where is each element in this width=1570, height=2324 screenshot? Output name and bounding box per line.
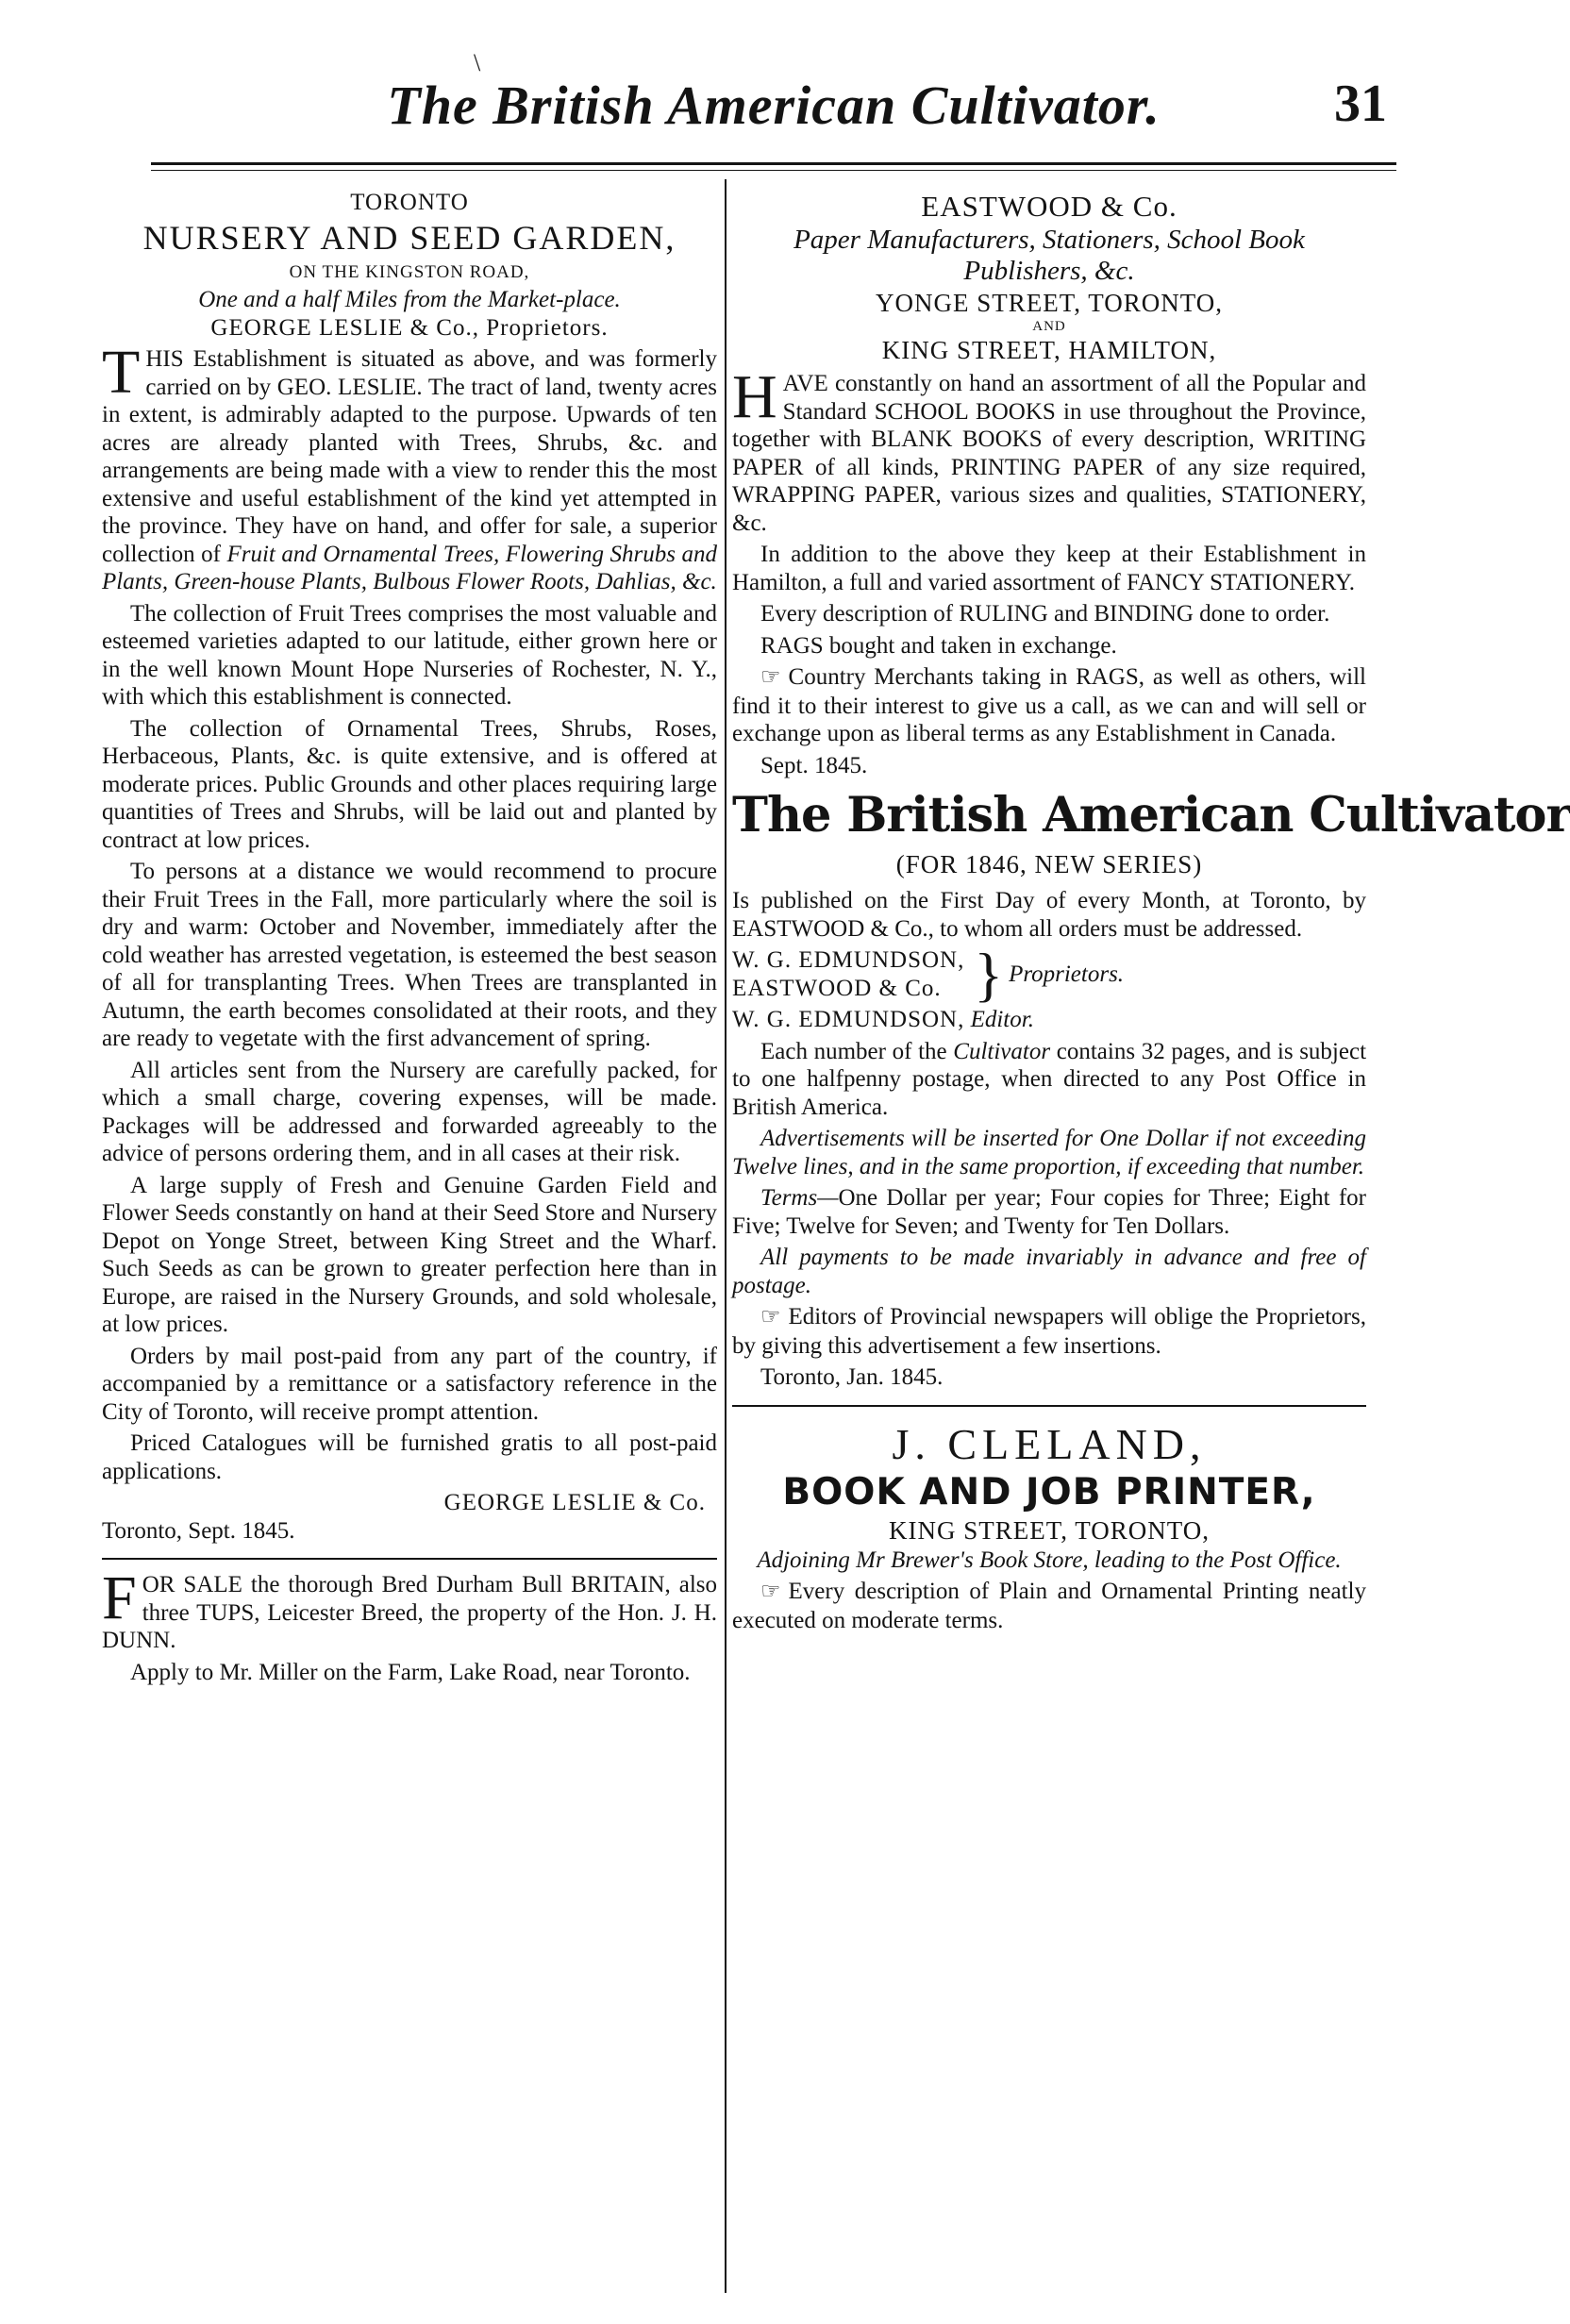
editor-label: Editor. bbox=[970, 1007, 1034, 1032]
nursery-paragraph-7: Orders by mail post-paid from any part of the country, if accompanied by a remittance or a satisfactory reference in the City of Toronto, will receive prompt attention. bbox=[102, 1343, 717, 1425]
nursery-paragraph-3: The collection of Ornamental Trees, Shrubs, Roses, Herbaceous, Plants, &c. is quite extensive, and is offered at moderate prices. Public Grounds and other places requiring large quantities of Trees and Shrubs, will be laid out and planted by contract at low prices. bbox=[102, 715, 717, 853]
cultivator-terms-text: One Dollar per year; Four copies for Three; Eight for Five; Twelve for Seven; and Twenty for Ten Dollars. bbox=[732, 1185, 1366, 1239]
right-column bbox=[732, 189, 1570, 1638]
column-divider bbox=[725, 179, 727, 2293]
nursery-pre-title: TORONTO bbox=[350, 190, 469, 215]
cleland-paragraph-1 bbox=[732, 1578, 1366, 1634]
eastwood-paragraph-3: Every description of RULING and BINDING done to order. bbox=[760, 601, 1330, 627]
eastwood-title: EASTWOOD & Co. bbox=[921, 190, 1178, 223]
eastwood-address-toronto: YONGE STREET, TORONTO, bbox=[875, 289, 1223, 317]
cleland-name: J. CLELAND, bbox=[892, 1419, 1207, 1468]
eastwood-and: AND bbox=[1032, 319, 1066, 334]
nursery-title: NURSERY AND SEED GARDEN, bbox=[142, 218, 676, 257]
eastwood-p5-text: Country Merchants taking in RAGS, as well as others, will find it to their interest to give us a call, as we can and will sell or exchange upon as liberal terms as any Establishment in Canada. bbox=[732, 664, 1366, 746]
for-sale-advertisement bbox=[102, 1563, 717, 1686]
cultivator-p2-italic: Cultivator bbox=[953, 1038, 1051, 1064]
cultivator-paragraph-5: All payments to be made invariably in advance and free of postage. bbox=[732, 1245, 1366, 1298]
eastwood-paragraph-4: RAGS bought and taken in exchange. bbox=[760, 632, 1117, 659]
editor-name: W. G. EDMUNDSON, bbox=[732, 1007, 965, 1032]
nursery-p1-italic: Fruit and Ornamental Trees, Flowering Shrubs and Plants, Green-house Plants, Bulbous Flower Roots, Dahlias, &c. bbox=[102, 541, 717, 594]
nursery-paragraph-1 bbox=[102, 338, 717, 596]
cultivator-p2a: Each number of the bbox=[760, 1038, 947, 1064]
for-sale-paragraph-1 bbox=[102, 1563, 717, 1655]
nursery-paragraph-6: A large supply of Fresh and Genuine Garden Field and Flower Seeds constantly on hand at their Seed Store and Nursery Depot on Yonge Street, between King Street and the Wharf. Such Seeds as can be grown to greater perfection here than in Europe, are raised in the Nursery Grounds, and sold wholesale, at low prices. bbox=[102, 1172, 717, 1337]
eastwood-advertisement bbox=[732, 189, 1366, 779]
nursery-drop-cap: T bbox=[102, 338, 141, 407]
nursery-road: ON THE KINGSTON ROAD, bbox=[289, 261, 530, 282]
cultivator-editor bbox=[732, 1006, 1366, 1034]
header-rule-thick bbox=[151, 162, 1396, 165]
cultivator-paragraph-1: Is published on the First Day of every Month, at Toronto, by EASTWOOD & Co., to whom all orders must be addressed. bbox=[732, 888, 1366, 942]
eastwood-paragraph-2: In addition to the above they keep at their Establishment in Hamilton, a full and varied assortment of FANCY STATIONERY. bbox=[732, 542, 1366, 595]
cleland-title: BOOK AND JOB PRINTER, bbox=[782, 1470, 1316, 1513]
eastwood-p1-text: AVE constantly on hand an assortment of all the Popular and Standard SCHOOL BOOKS in use throughout the Province, together with BLANK BOOKS of every description, WRITING PAPER of all kinds, PRINTING PAPER of any size required, WRAPPING PAPER, various sizes and qualities, STATIONERY, &c. bbox=[732, 371, 1366, 536]
cleland-p1-text: Every description of Plain and Ornamental Printing neatly executed on moderate terms. bbox=[732, 1579, 1366, 1633]
cultivator-paragraph-6 bbox=[732, 1303, 1366, 1360]
cultivator-paragraph-4 bbox=[732, 1184, 1366, 1240]
nursery-paragraph-4: To persons at a distance we would recommend to procure their Fruit Trees in the Fall, more particularly where the soil is dry and warm: October and November, immediately after the cold weather has arrested vegetation, is esteemed the best season of all for transplanting Trees. When Trees are transplanted in Autumn, the earth becomes consolidated at their roots, and they are ready to vegetate with the first advancement of spring. bbox=[102, 859, 717, 1051]
eastwood-subtitle: Paper Manufacturers, Stationers, School Book Publishers, &c. bbox=[793, 225, 1305, 286]
nursery-p1-text: HIS Establishment is situated as above, and was formerly carried on by GEO. LESLIE. The tract of land, twenty acres in extent, is admirably adapted to the purpose. Upwards of ten acres are already planted with Trees, Shrubs, &c. and arrangements are being made with a view to render this the most extensive and useful establishment of the kind yet attempted in the province. They have on hand, and offer for sale, a superior collection of bbox=[102, 346, 717, 567]
cleland-address: KING STREET, TORONTO, bbox=[888, 1515, 1210, 1545]
eastwood-address-hamilton: KING STREET, HAMILTON, bbox=[881, 336, 1217, 364]
cultivator-advertisement bbox=[732, 787, 1570, 1392]
cultivator-title: The British American Cultivator bbox=[732, 787, 1570, 844]
header-rule-thin bbox=[151, 170, 1396, 171]
cultivator-paragraph-3: Advertisements will be inserted for One Dollar if not exceeding Twelve lines, and in the same proportion, if exceeding that number. bbox=[732, 1126, 1366, 1179]
proprietor-edmundson: W. G. EDMUNDSON, bbox=[732, 947, 965, 973]
cleland-location: Adjoining Mr Brewer's Book Store, leading to the Post Office. bbox=[757, 1547, 1342, 1573]
proprietors-label: Proprietors. bbox=[1009, 961, 1125, 987]
page-number: 31 bbox=[1334, 75, 1387, 133]
nursery-paragraph-2: The collection of Fruit Trees comprises the most valuable and esteemed varieties adapted to our latitude, either grown here or in the well known Mount Hope Nurseries of Rochester, N. Y., with which this establishment is connected. bbox=[102, 600, 717, 710]
nursery-signature: GEORGE LESLIE & Co. bbox=[443, 1490, 706, 1515]
section-separator-left bbox=[102, 1558, 717, 1560]
cultivator-proprietors bbox=[732, 940, 1366, 1008]
cultivator-p2b: contains 32 pages, and is subject to one halfpenny postage, when directed to any Post Office in British America. bbox=[732, 1038, 1367, 1120]
left-column bbox=[102, 189, 717, 1690]
proprietors-brace: } bbox=[974, 940, 1004, 1008]
cultivator-terms-label: Terms— bbox=[760, 1185, 839, 1211]
page-title: The British American Cultivator. bbox=[387, 75, 1161, 136]
nursery-paragraph-5: All articles sent from the Nursery are carefully packed, for which a small charge, covering expenses, will be made. Packages will be addressed and forwarded agreeably to the advice of persons ordering them, and in all cases at their risk. bbox=[102, 1057, 717, 1166]
cultivator-series: (FOR 1846, NEW SERIES) bbox=[895, 850, 1203, 878]
for-sale-paragraph-2: Apply to Mr. Miller on the Farm, Lake Road, near Toronto. bbox=[130, 1659, 691, 1685]
nursery-advertisement bbox=[102, 189, 717, 1545]
pointing-hand-icon: ☞ bbox=[760, 665, 781, 690]
top-mark: \ bbox=[474, 49, 481, 76]
pointing-hand-icon: ☞ bbox=[760, 1305, 781, 1329]
eastwood-paragraph-1 bbox=[732, 362, 1366, 537]
section-separator-right bbox=[732, 1405, 1366, 1407]
pointing-hand-icon: ☞ bbox=[760, 1580, 781, 1604]
eastwood-drop-cap: H bbox=[732, 362, 777, 431]
for-sale-drop-cap: F bbox=[102, 1563, 137, 1632]
eastwood-date: Sept. 1845. bbox=[760, 752, 868, 778]
nursery-paragraph-8: Priced Catalogues will be furnished gratis to all post-paid applications. bbox=[102, 1430, 717, 1484]
cleland-advertisement bbox=[732, 1418, 1366, 1635]
nursery-date: Toronto, Sept. 1845. bbox=[102, 1517, 295, 1544]
proprietor-eastwood: EASTWOOD & Co. bbox=[732, 975, 942, 1001]
cultivator-date: Toronto, Jan. 1845. bbox=[760, 1364, 944, 1390]
nursery-location: One and a half Miles from the Market-place. bbox=[198, 287, 621, 312]
page-header bbox=[151, 74, 1396, 159]
for-sale-p1-text: OR SALE the thorough Bred Durham Bull BRITAIN, also three TUPS, Leicester Breed, the property of the Hon. J. H. DUNN. bbox=[102, 1572, 717, 1653]
nursery-proprietors: GEORGE LESLIE & Co., Proprietors. bbox=[210, 314, 609, 341]
eastwood-paragraph-5 bbox=[732, 663, 1366, 748]
cultivator-paragraph-2 bbox=[732, 1038, 1366, 1122]
cultivator-p6-text: Editors of Provincial newspapers will oblige the Proprietors, by giving this advertisement a few insertions. bbox=[732, 1304, 1366, 1359]
